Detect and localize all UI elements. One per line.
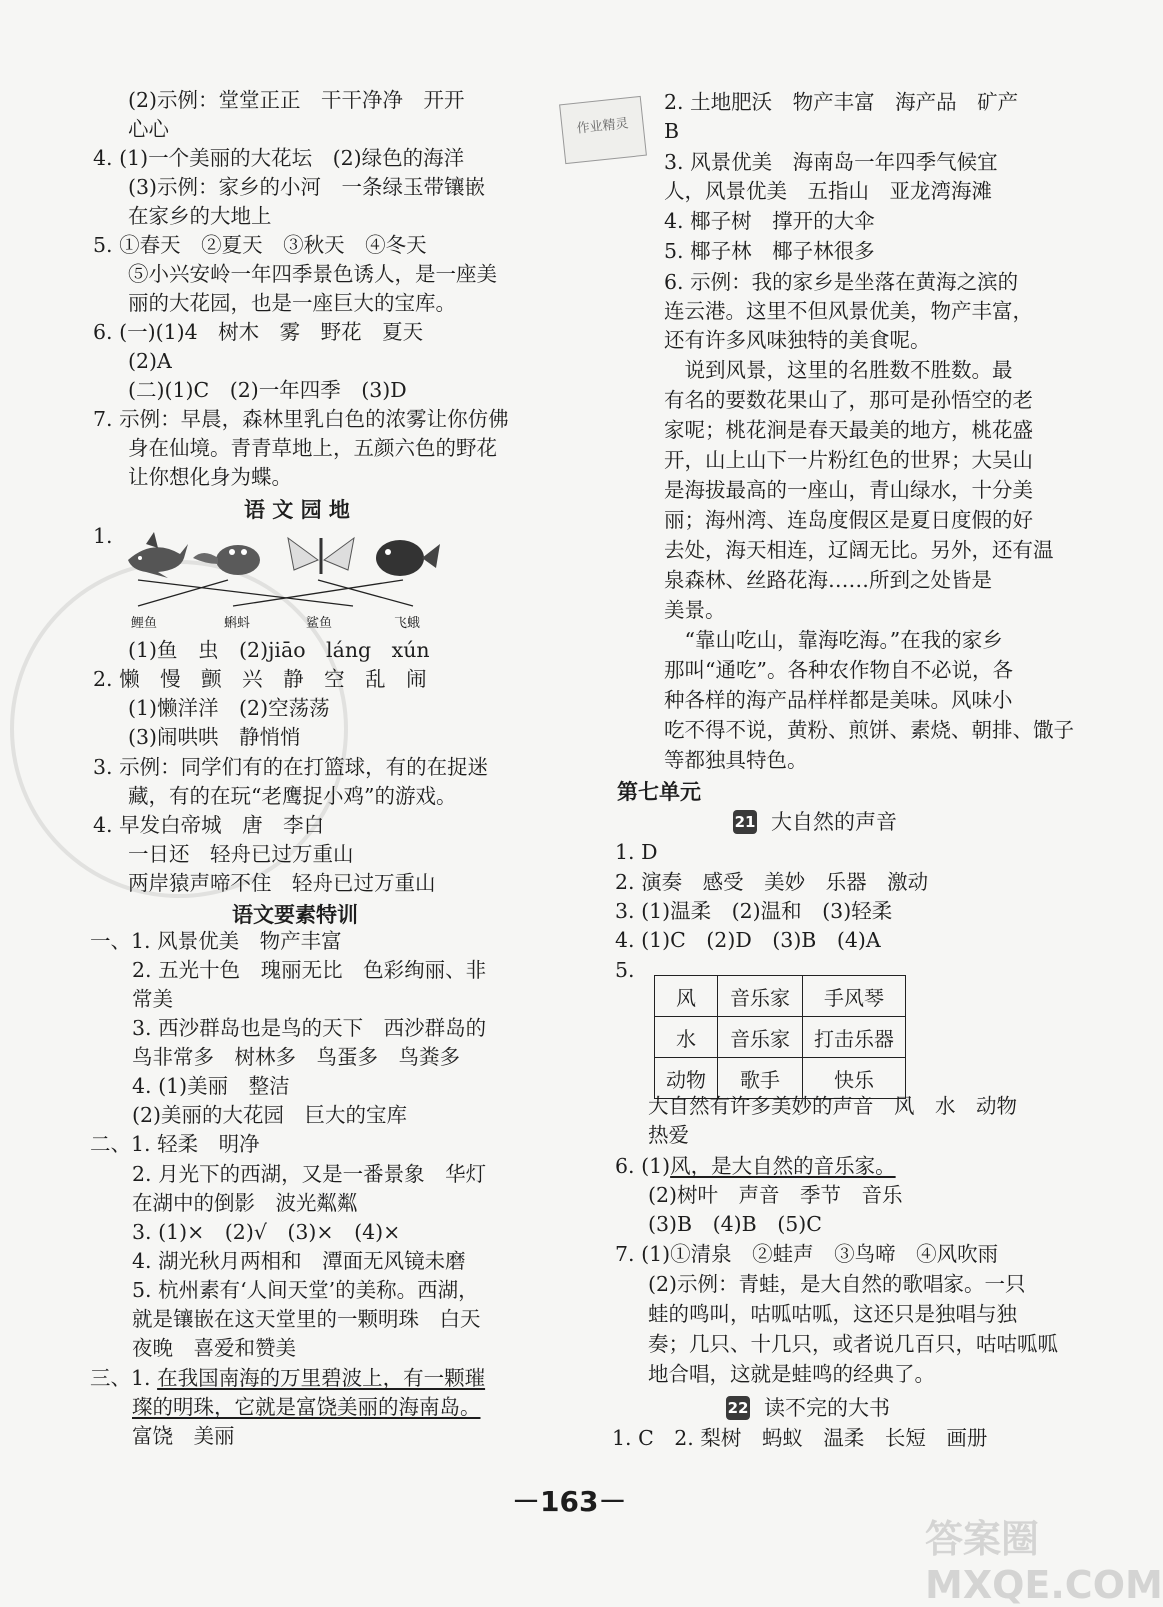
answer-line: 5. ①春天 ②夏天 ③秋天 ④冬天 [93,233,427,257]
homework-stamp [559,96,647,164]
underlined-sentence: 风，是大自然的音乐家。 [670,1154,896,1178]
section-heading-tezun: 语文要素特训 [232,903,358,927]
answer-line: 2. 演奏 感受 美妙 乐器 激动 [615,870,929,894]
answer-line: 说到风景，这里的名胜数不胜数。最 [664,358,1013,382]
label-moth: 飞蛾 [394,616,421,631]
answer-line: 大自然有许多美妙的声音 风 水 动物 [648,1094,1017,1118]
answer-line: (1)鱼 虫 (2)jiāo láng xún [128,638,430,662]
answer-line: 两岸猿声啼不住 轻舟已过万重山 [128,871,436,895]
answer-line: (2)示例：青蛙，是大自然的歌唱家。一只 [648,1272,1026,1296]
answer-line: 就是镶嵌在这天堂里的一颗明珠 白天 [132,1307,481,1331]
table-row [655,1017,906,1058]
answer-line: 一日还 轻舟已过万重山 [128,842,354,866]
unit-heading: 第七单元 [617,780,701,804]
answer-line: 5. 杭州素有‘人间天堂’的美称。西湖， [132,1278,479,1302]
answer-line: 藏，有的在玩“老鹰捉小鸡”的游戏。 [128,784,457,808]
answer-line: 2. 土地肥沃 物产丰富 海产品 矿产 [664,90,1019,114]
answer-line: 常美 [132,987,173,1011]
answer-line: 富饶 美丽 [132,1424,235,1448]
answer-line: 4. 椰子树 撑开的大伞 [664,209,875,233]
answer-line: 鸟非常多 树林多 鸟蛋多 鸟粪多 [132,1045,460,1069]
table-cell: 手风琴 [803,976,906,1017]
answer-line-underlined [90,1364,485,1393]
watermark-logo: 答案圈 MXQE.COM [925,1517,1163,1607]
label-carp: 鲤鱼 [131,616,158,631]
answer-line: 让你想化身为蝶。 [128,465,292,489]
answer-line: ⑤小兴安岭一年四季景色诱人，是一座美 [128,262,497,286]
answer-line: 心心 [128,117,169,141]
answer-line: 家呢；桃花涧是春天最美的地方，桃花盛 [664,418,1033,442]
question-number: 1. [93,524,113,548]
answer-line: 4. 早发白帝城 唐 李白 [93,813,325,837]
underlined-sentence: 璨的明珠，它就是富饶美丽的海南岛。 [132,1395,481,1419]
table-cell: 打击乐器 [803,1017,906,1058]
tadpole-salamander-icon [193,545,260,575]
lesson-number-badge: 21 [733,810,757,834]
table-cell: 音乐家 [718,1017,803,1058]
answer-line: 丽；海州湾、连岛度假区是夏日度假的好 [664,508,1033,532]
answer-line: 还有许多风味独特的美食呢。 [664,328,931,352]
answer-line: 1. D [615,840,658,864]
table-cell: 风 [655,976,718,1017]
answer-line: (3)闹哄哄 静悄悄 [128,725,301,749]
answer-line: 奏；几只、十几只，或者说几百只，咕咕呱呱 [648,1332,1058,1356]
answer-line: 去处，海天相连，辽阔无比。另外，还有温 [664,538,1054,562]
answer-line: 是海拔最高的一座山，青山绿水，十分美 [664,478,1033,502]
table-cell: 水 [655,1017,718,1058]
answer-line: 美景。 [664,598,726,622]
answer-line: (3)B (4)B (5)C [648,1212,822,1236]
underlined-sentence: 在我国南海的万里碧波上，有一颗璀 [157,1366,486,1390]
answer-line: 4. (1)美丽 整洁 [132,1074,290,1098]
answer-line: 3. 示例：同学们有的在打篮球，有的在捉迷 [93,755,489,779]
answer-line: 一、1. 风景优美 物产丰富 [90,929,342,953]
answer-line: (2)示例：堂堂正正 干干净净 开开 [128,88,465,112]
answer-line: “靠山吃山，靠海吃海。”在我的家乡 [664,628,1003,652]
label-shark: 鲨鱼 [306,616,333,631]
answer-line: 夜晚 喜爱和赞美 [132,1336,296,1360]
answer-line: 2. 五光十色 瑰丽无比 色彩绚丽、非 [132,958,487,982]
answer-line: 开，山上山下一片粉红色的世界；大吴山 [664,448,1033,472]
answer-line: 6. (一)(1)4 树木 雾 野花 夏天 [93,320,424,344]
answer-line: 等都独具特色。 [664,748,808,772]
table-cell: 快乐 [803,1058,906,1099]
lesson-21-heading [733,806,897,836]
answer-line: 4. (1)C (2)D (3)B (4)A [615,928,881,952]
answer-line: 6. 示例：我的家乡是坐落在黄海之滨的 [664,270,1019,294]
lesson-number-badge: 22 [726,1396,750,1420]
answer-line: 地合唱，这就是蛙鸣的经典了。 [648,1362,935,1386]
table-row [655,976,906,1017]
table-cell: 动物 [655,1058,718,1099]
answer-line: 3. (1)温柔 (2)温和 (3)轻柔 [615,899,893,923]
lesson-22-heading [726,1392,890,1422]
answer-line [615,1152,896,1181]
answer-line: 丽的大花园，也是一座巨大的宝库。 [128,291,456,315]
answer-line: (3)示例：家乡的小河 一条绿玉带镶嵌 [128,175,486,199]
answer-line: 二、1. 轻柔 明净 [90,1132,260,1156]
answer-line: 泉森林、丝路花海……所到之处皆是 [664,568,992,592]
answer-line: 3. 风景优美 海南岛一年四季气候宜 [664,150,998,174]
matching-lines [138,580,413,606]
answer-line: 身在仙境。青青草地上，五颜六色的野花 [128,436,497,460]
answer-line: 7. 示例：早晨，森林里乳白色的浓雾让你仿佛 [93,407,509,431]
answer-line: B [664,119,680,143]
answer-line: 2. 懒 慢 颤 兴 静 空 乱 闹 [93,667,427,691]
carp-icon [376,540,440,576]
answer-line: 4. 湖光秋月两相和 潭面无风镜未磨 [132,1249,466,1273]
answer-line: 3. (1)× (2)√ (3)× (4)× [132,1220,401,1244]
answer-line: 种各样的海产品样样都是美味。风味小 [664,688,1013,712]
question-prefix: 三、1. [90,1366,158,1390]
answer-line: (2)A [128,349,172,373]
answer-line: 在家乡的大地上 [128,204,272,228]
answer-line: (2)美丽的大花园 巨大的宝库 [132,1103,408,1127]
answer-line: 那叫“通吃”。各种农作物自不必说，各 [664,658,1013,682]
lesson-title: 大自然的声音 [771,810,897,834]
question-number: 5. [615,958,635,982]
table-cell: 音乐家 [718,976,803,1017]
answer-line: 有名的要数花果山了，那可是孙悟空的老 [664,388,1033,412]
answer-line: 5. 椰子林 椰子林很多 [664,239,875,263]
table-cell: 歌手 [718,1058,803,1099]
answer-line: 2. 月光下的西湖，又是一番景象 华灯 [132,1162,487,1186]
answer-line: (2)树叶 声音 季节 音乐 [648,1183,903,1207]
answer-line: 3. 西沙群岛也是鸟的天下 西沙群岛的 [132,1016,487,1040]
stamp-label: 作业精灵 [575,116,630,137]
label-tadpole: 蝌蚪 [224,616,251,631]
answer-table [654,975,906,1099]
question-prefix: 6. (1) [615,1154,671,1178]
answer-line: (1)懒洋洋 (2)空荡荡 [128,696,330,720]
page-number: －163－ [512,1485,627,1518]
answer-line: (二)(1)C (2)一年四季 (3)D [128,378,407,402]
answer-line: 人，风景优美 五指山 亚龙湾海滩 [664,179,992,203]
answer-line: 蛙的鸣叫，咕呱咕呱，这还只是独唱与独 [648,1302,1017,1326]
answer-line: 吃不得不说，黄粉、煎饼、素烧、朝排、馓子 [664,718,1074,742]
answer-line: 4. (1)一个美丽的大花坛 (2)绿色的海洋 [93,146,465,170]
moth-icon [288,538,354,574]
answer-line: 热爱 [648,1123,689,1147]
shark-icon [128,532,188,578]
answer-line: 7. (1)①清泉 ②蛙声 ③鸟啼 ④风吹雨 [615,1242,999,1266]
lesson-title: 读不完的大书 [764,1396,890,1420]
section-heading-yuwen-yuandi: 语 文 园 地 [244,498,350,522]
answer-line: 在湖中的倒影 波光粼粼 [132,1191,358,1215]
answer-line: 连云港。这里不但风景优美，物产丰富， [664,299,1033,323]
answer-line: 1. C 2. 梨树 蚂蚁 温柔 长短 画册 [612,1426,988,1450]
